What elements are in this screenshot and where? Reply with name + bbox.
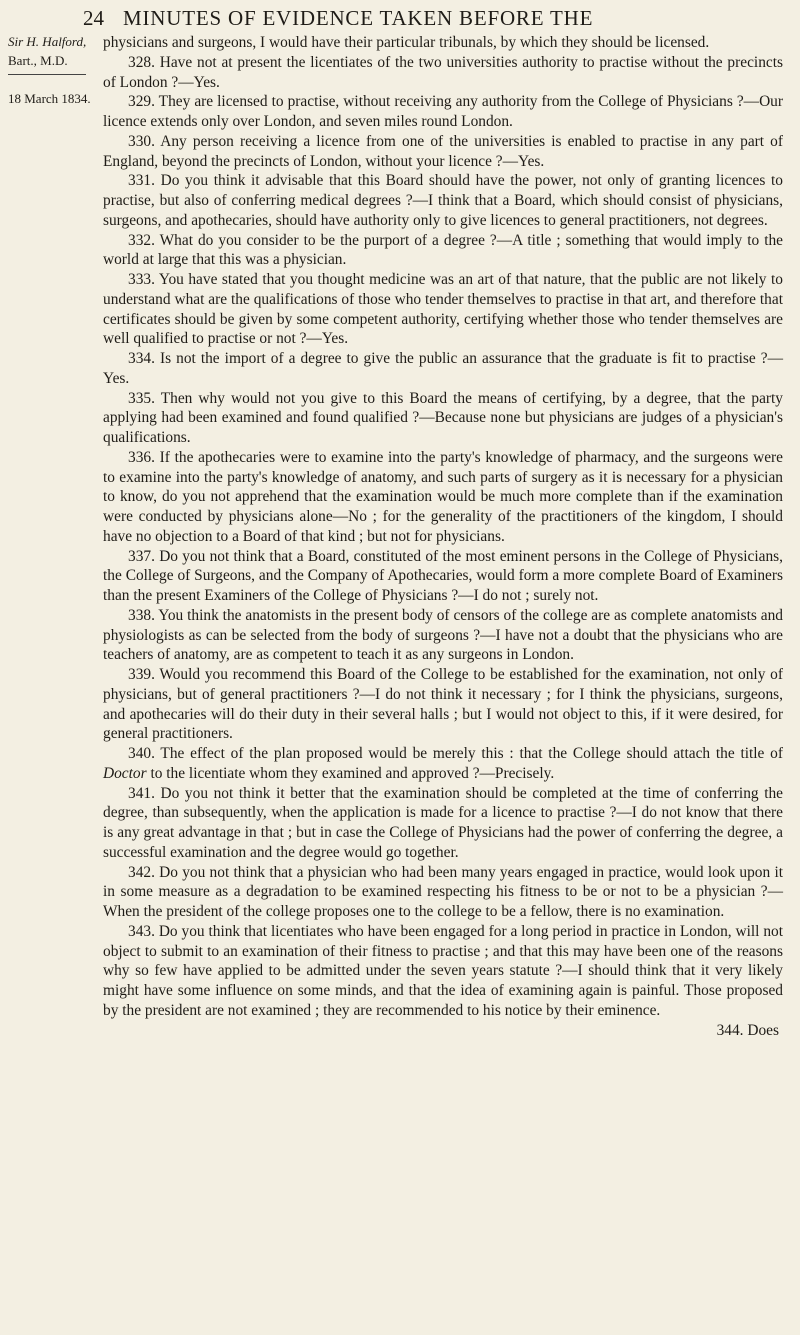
body-text <box>103 33 783 1040</box>
paragraph-330: 330. Any person receiving a licence from one of the universities is enabled to practise in any part of England, beyond the precincts of London, without your licence ?—Yes. <box>103 132 783 170</box>
paragraph-continued: physicians and surgeons, I would have their particular tribunals, by which they should be licensed. <box>103 34 710 51</box>
paragraph-335: 335. Then why would not you give to this Board the means of certifying, by a degree, that the party applying had been examined and found qualified ?—Because none but physicians are judges of a physician's qualifications. <box>103 389 783 446</box>
running-title: MINUTES OF EVIDENCE TAKEN BEFORE THE <box>123 6 594 30</box>
page-header <box>0 2 800 34</box>
catchword: 344. Does <box>716 1021 779 1039</box>
paragraph-333: 333. You have stated that you thought medicine was an art of that nature, that the public are not likely to understand what are the qualifications of those who tender themselves to practise in that art, and therefore that certificates should be given by some competent authority, certifying whether those who tender themselves are well qualified to practise or not ?—Yes. <box>103 271 783 348</box>
paragraph-343: 343. Do you think that licentiates who have been engaged for a long period in practice in London, will not object to submit to an examination of their fitness to practise ; and that this may have been one of the reasons why so few have applied to be admitted under the seven years statute ?—I should think that it very likely might have some influence on some minds, and that the idea of examining again is painful. Those proposed by the president are not examined ; they are recommended to his notice by their eminence. <box>103 922 783 1019</box>
page-number: 24 <box>83 6 104 30</box>
margin-rule <box>8 74 86 75</box>
paragraph-329: 329. They are licensed to practise, without receiving any authority from the College of Physicians ?—Our licence extends only over London, and seven miles round London. <box>103 93 783 130</box>
witness-title: Bart., M.D. <box>8 53 68 68</box>
paragraph-338: 338. You think the anatomists in the present body of censors of the college are as complete anatomists and physiologists as can be selected from the body of surgeons ?—I have not a doubt that the physicians who are teachers of anatomy, are as competent to teach it as any surgeons in London. <box>103 606 783 664</box>
paragraph-342: 342. Do you not think that a physician who had been many years engaged in practice, would look upon it in some measure as a degradation to be examined respecting his fitness to be or not to be a physician ?—When the president of the college proposes one to the college to be a fellow, there is no examination. <box>103 863 783 920</box>
paragraph-336: 336. If the apothecaries were to examine into the party's knowledge of pharmacy, and the surgeons were to examine into the party's knowledge of anatomy, and such parts of surgery as it is necessary for a physician to know, do you not apprehend that the examination would be much more complete than if the examination were conducted by physicians alone—No ; for the generality of the practitioners of the kingdom, I should have no objection to a Board of that kind ; but not for physicians. <box>103 448 783 545</box>
margin-date: 18 March 1834. <box>8 91 91 106</box>
doctor-title-emphasis: Doctor <box>103 764 147 782</box>
paragraph-341: 341. Do you not think it better that the examination should be completed at the time of conferring the degree, than subsequently, when the application is made for a licence to practise ?—I do not know that there is any great advantage in that ; but in case the College of Physicians had the power of conferring the degree, a successful examination and the degree would go together. <box>103 784 783 861</box>
margin-note <box>8 32 98 108</box>
paragraph-328: 328. Have not at present the licentiates of the two universities authority to practise without the precincts of London ?—Yes. <box>103 53 783 91</box>
paragraph-332: 332. What do you consider to be the purport of a degree ?—A title ; something that would imply to the world at large that this was a physician. <box>103 231 783 269</box>
paragraph-340 <box>103 744 783 784</box>
paragraph-337: 337. Do you not think that a Board, constituted of the most eminent persons in the College of Physicians, the College of Surgeons, and the Company of Apothecaries, would form a more complete Board of Examiners than the present Examiners of the College of Physicians ?—I do not ; surely not. <box>103 547 783 604</box>
paragraph-331: 331. Do you think it advisable that this Board should have the power, not only of granting licences to practise, but also of conferring medical degrees ?—I think that a Board, which should consist of physicians, surgeons, and apothecaries, should have authority only to give licences to general practitioners, not degrees. <box>103 172 783 229</box>
witness-name: Sir H. Halford, <box>8 34 87 49</box>
paragraph-339: 339. Would you recommend this Board of the College to be established for the examination, not only of physicians, but of general practitioners ?—I do not think it necessary ; for I think the physicians, surgeons, and apothecaries will do their duty in their several halls ; but I would not object to this, if it were desired, for general practitioners. <box>103 666 783 743</box>
paragraph-340-text-end: to the licentiate whom they examined and approved ?—Precisely. <box>146 764 555 782</box>
paragraph-334: 334. Is not the import of a degree to give the public an assurance that the graduate is fit to practise ?—Yes. <box>103 350 783 387</box>
paragraph-340-text: 340. The effect of the plan proposed would be merely this : that the College should attach the title of <box>128 745 783 762</box>
